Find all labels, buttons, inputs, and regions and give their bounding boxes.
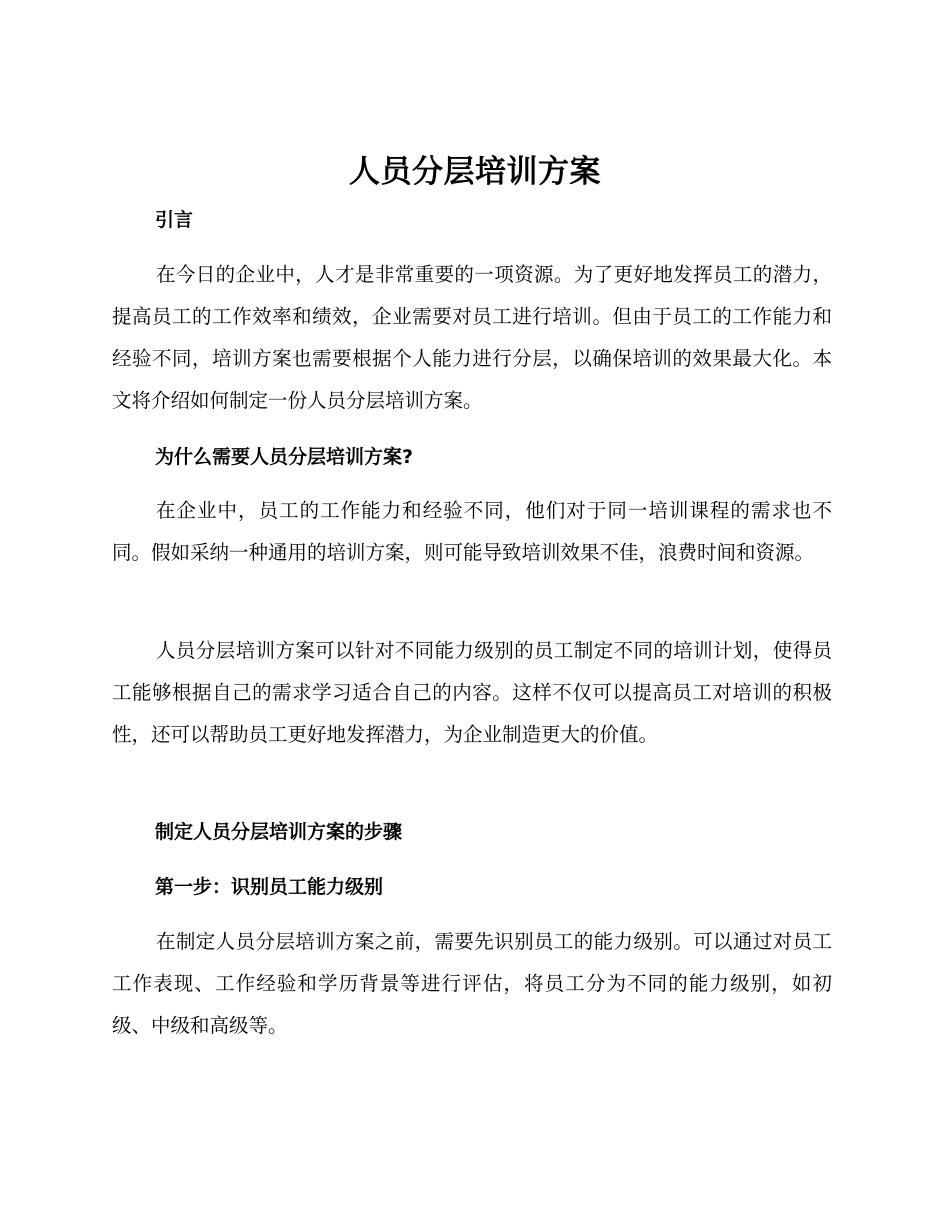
why-paragraph-2: 人员分层培训方案可以针对不同能力级别的员工制定不同的培训计划，使得员工能够根据自己的需求学习适合自己的内容。这样不仅可以提高员工对培训的积极性，还可以帮助员工更好地发挥潜力，为企业制造更大的价值。	[112, 639, 832, 746]
intro-paragraph: 在今日的企业中，人才是非常重要的一项资源。为了更好地发挥员工的潜力，提高员工的工作效率和绩效，企业需要对员工进行培训。但由于员工的工作能力和经验不同，培训方案也需要根据个人能力进行分层，以确保培训的效果最大化。本文将介绍如何制定一份人员分层培训方案。	[112, 263, 832, 412]
section-heading-steps: 制定人员分层培训方案的步骤	[155, 821, 403, 843]
document-title: 人员分层培训方案	[349, 154, 601, 190]
why-paragraph-1: 在企业中，员工的工作能力和经验不同，他们对于同一培训课程的需求也不同。假如采纳一种通用的培训方案，则可能导致培训效果不佳，浪费时间和资源。	[112, 499, 832, 564]
section-heading-why: 为什么需要人员分层培训方案?	[155, 446, 414, 468]
section-heading-intro: 引言	[155, 209, 194, 231]
step1-heading: 第一步：识别员工能力级别	[155, 876, 384, 898]
step1-paragraph: 在制定人员分层培训方案之前，需要先识别员工的能力级别。可以通过对员工工作表现、工作经验和学历背景等进行评估，将员工分为不同的能力级别，如初级、中级和高级等。	[112, 930, 832, 1037]
